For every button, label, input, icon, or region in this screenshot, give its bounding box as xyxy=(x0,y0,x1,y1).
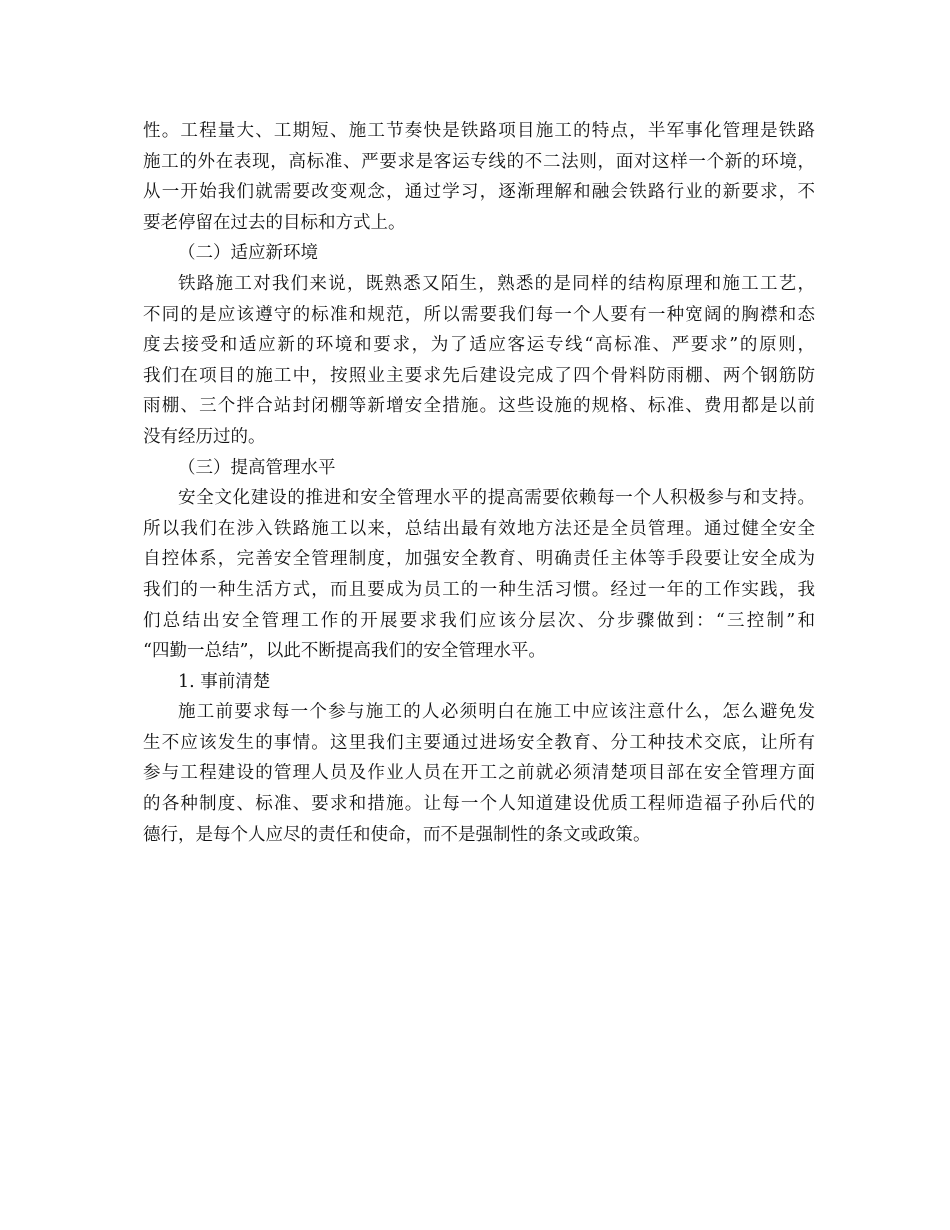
document-body xyxy=(143,116,815,850)
text-line: 我们在项目的施工中，按照业主要求先后建设完成了四个骨料防雨棚、两个钢筋防 xyxy=(143,365,815,386)
text-line: 度去接受和适应新的环境和要求，为了适应客运专线“高标准、严要求”的原则， xyxy=(143,335,815,356)
text-line: 我们的一种生活方式，而且要成为员工的一种生活习惯。经过一年的工作实践，我 xyxy=(143,579,815,600)
paragraph xyxy=(143,269,815,453)
text-line: 施工前要求每一个参与施工的人必须明白在施工中应该注意什么，怎么避免发 xyxy=(178,702,815,723)
text-line: 施工的外在表现，高标准、严要求是客运专线的不二法则，面对这样一个新的环境， xyxy=(143,151,815,172)
text-line: “四勤一总结”，以此不断提高我们的安全管理水平。 xyxy=(143,641,546,662)
text-line: 生不应该发生的事情。这里我们主要通过进场安全教育、分工种技术交底，让所有 xyxy=(143,732,815,753)
text-line: 铁路施工对我们来说，既熟悉又陌生，熟悉的是同样的结构原理和施工工艺， xyxy=(178,273,815,294)
section-heading: 1. 事前清楚 xyxy=(178,671,271,692)
paragraph xyxy=(143,697,815,850)
text-line: 们总结出安全管理工作的开展要求我们应该分层次、分步骤做到：“三控制”和 xyxy=(143,610,815,631)
section-heading: （三）提高管理水平 xyxy=(178,457,336,478)
text-line: 所以我们在涉入铁路施工以来，总结出最有效地方法还是全员管理。通过健全安全 xyxy=(143,518,815,539)
text-line: 性。工程量大、工期短、施工节奏快是铁路项目施工的特点，半军事化管理是铁路 xyxy=(143,121,815,141)
text-line: 雨棚、三个拌合站封闭棚等新增安全措施。这些设施的规格、标准、费用都是以前 xyxy=(143,396,815,417)
text-line: 安全文化建设的推进和安全管理水平的提高需要依赖每一个人积极参与和支持。 xyxy=(178,488,815,509)
text-line: 自控体系，完善安全管理制度，加强安全教育、明确责任主体等手段要让安全成为 xyxy=(143,549,815,570)
text-line: 要老停留在过去的目标和方式上。 xyxy=(143,212,406,233)
text-line: 不同的是应该遵守的标准和规范，所以需要我们每一个人要有一种宽阔的胸襟和态 xyxy=(143,304,815,325)
text-line: 德行，是每个人应尽的责任和使命，而不是强制性的条文或政策。 xyxy=(143,824,651,845)
text-line: 参与工程建设的管理人员及作业人员在开工之前就必须清楚项目部在安全管理方面 xyxy=(143,763,815,784)
text-line: 从一开始我们就需要改变观念，通过学习，逐渐理解和融会铁路行业的新要求，不 xyxy=(143,182,815,203)
text-line: 的各种制度、标准、要求和措施。让每一个人知道建设优质工程师造福子孙后代的 xyxy=(143,794,815,815)
section-heading: （二）适应新环境 xyxy=(178,243,318,264)
text-line: 没有经历过的。 xyxy=(143,426,266,447)
paragraph xyxy=(143,483,815,667)
paragraph xyxy=(143,116,815,238)
